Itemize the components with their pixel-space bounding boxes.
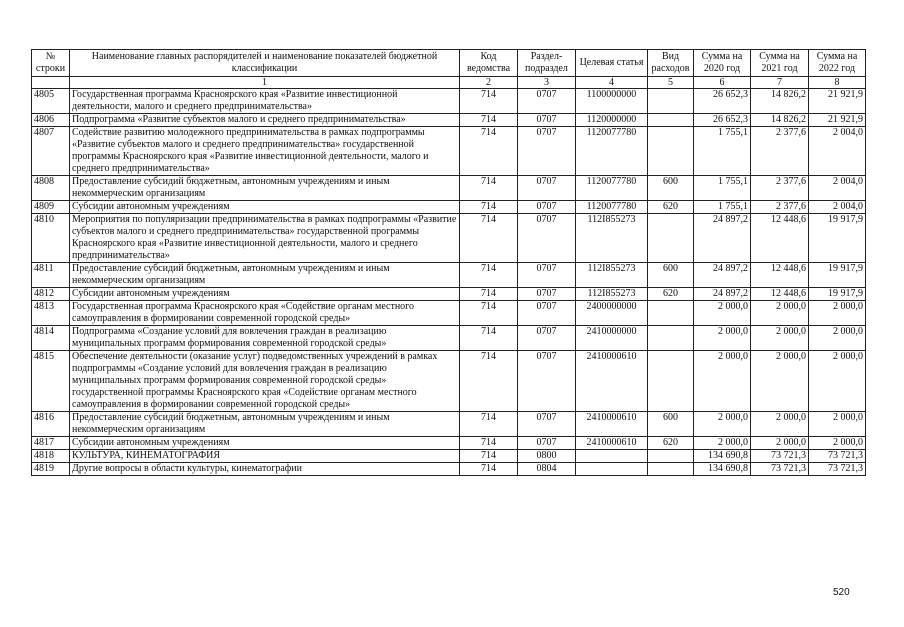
header-sum-2020: Сумма на 2020 год <box>694 50 751 77</box>
row-sum-2020: 24 897,2 <box>694 263 751 288</box>
row-department-code: 714 <box>460 127 518 176</box>
row-sum-2021: 12 448,6 <box>751 288 809 301</box>
page-number: 520 <box>833 587 850 598</box>
row-department-code: 714 <box>460 214 518 263</box>
table-row <box>32 301 866 326</box>
row-target-article: 112I855273 <box>576 214 648 263</box>
row-number: 4817 <box>32 437 70 450</box>
header-sum-2022: Сумма на 2022 год <box>809 50 866 77</box>
row-department-code: 714 <box>460 263 518 288</box>
column-number: 4 <box>576 77 648 89</box>
row-sum-2021: 12 448,6 <box>751 214 809 263</box>
row-sum-2021: 73 721,3 <box>751 450 809 463</box>
row-name: Субсидии автономным учреждениям <box>70 288 460 301</box>
row-sum-2022: 2 004,0 <box>809 201 866 214</box>
row-expense-type: 620 <box>648 201 694 214</box>
row-name: Содействие развитию молодежного предпринимательства в рамках подпрограммы «Развитие субъектов малого и среднего предпринимательства» государственной программы Красноярского края «Развитие инвестиционной деятельности, малого и среднего предпринимательства» <box>70 127 460 176</box>
row-section: 0707 <box>518 176 576 201</box>
row-sum-2022: 2 000,0 <box>809 301 866 326</box>
row-name: КУЛЬТУРА, КИНЕМАТОГРАФИЯ <box>70 450 460 463</box>
row-section: 0707 <box>518 114 576 127</box>
row-expense-type: 600 <box>648 176 694 201</box>
table-row <box>32 450 866 463</box>
table-row <box>32 263 866 288</box>
header-target-article: Целевая статья <box>576 50 648 77</box>
table-row <box>32 127 866 176</box>
row-section: 0804 <box>518 463 576 476</box>
row-section: 0707 <box>518 351 576 412</box>
row-sum-2022: 73 721,3 <box>809 450 866 463</box>
row-sum-2021: 2 000,0 <box>751 301 809 326</box>
row-section: 0707 <box>518 412 576 437</box>
row-sum-2022: 21 921,9 <box>809 89 866 114</box>
row-section: 0707 <box>518 201 576 214</box>
row-sum-2021: 2 377,6 <box>751 176 809 201</box>
row-name: Предоставление субсидий бюджетным, автономным учреждениям и иным некоммерческим организациям <box>70 263 460 288</box>
table-row <box>32 214 866 263</box>
row-target-article: 112I855273 <box>576 288 648 301</box>
row-department-code: 714 <box>460 176 518 201</box>
row-target-article: 112I855273 <box>576 263 648 288</box>
row-expense-type <box>648 463 694 476</box>
header-sum-2021: Сумма на 2021 год <box>751 50 809 77</box>
column-number: 8 <box>809 77 866 89</box>
row-sum-2020: 2 000,0 <box>694 412 751 437</box>
table-row <box>32 288 866 301</box>
budget-table <box>31 49 866 476</box>
table-row <box>32 351 866 412</box>
row-department-code: 714 <box>460 326 518 351</box>
row-sum-2022: 2 000,0 <box>809 412 866 437</box>
row-sum-2020: 1 755,1 <box>694 176 751 201</box>
row-expense-type: 600 <box>648 263 694 288</box>
row-section: 0707 <box>518 263 576 288</box>
row-section: 0707 <box>518 288 576 301</box>
row-department-code: 714 <box>460 437 518 450</box>
row-target-article: 1120077780 <box>576 176 648 201</box>
row-number: 4809 <box>32 201 70 214</box>
row-section: 0707 <box>518 437 576 450</box>
row-sum-2021: 73 721,3 <box>751 463 809 476</box>
row-sum-2021: 2 000,0 <box>751 437 809 450</box>
row-number: 4805 <box>32 89 70 114</box>
row-number: 4816 <box>32 412 70 437</box>
row-department-code: 714 <box>460 89 518 114</box>
row-number: 4818 <box>32 450 70 463</box>
row-sum-2021: 14 826,2 <box>751 89 809 114</box>
row-target-article: 1120077780 <box>576 201 648 214</box>
row-sum-2022: 2 000,0 <box>809 351 866 412</box>
row-sum-2021: 2 377,6 <box>751 127 809 176</box>
row-sum-2022: 19 917,9 <box>809 214 866 263</box>
row-sum-2022: 2 000,0 <box>809 437 866 450</box>
row-target-article: 2410000610 <box>576 412 648 437</box>
row-section: 0707 <box>518 326 576 351</box>
row-expense-type <box>648 89 694 114</box>
row-expense-type: 620 <box>648 437 694 450</box>
row-sum-2022: 73 721,3 <box>809 463 866 476</box>
row-expense-type <box>648 326 694 351</box>
row-expense-type: 620 <box>648 288 694 301</box>
row-number: 4808 <box>32 176 70 201</box>
row-sum-2022: 19 917,9 <box>809 288 866 301</box>
row-section: 0707 <box>518 301 576 326</box>
row-number: 4811 <box>32 263 70 288</box>
row-section: 0800 <box>518 450 576 463</box>
row-sum-2020: 24 897,2 <box>694 288 751 301</box>
column-number: 3 <box>518 77 576 89</box>
table-row <box>32 463 866 476</box>
row-name: Государственная программа Красноярского края «Развитие инвестиционной деятельности, малого и среднего предпринимательства» <box>70 89 460 114</box>
column-number-blank <box>32 77 70 89</box>
row-department-code: 714 <box>460 351 518 412</box>
row-sum-2020: 26 652,3 <box>694 89 751 114</box>
row-department-code: 714 <box>460 288 518 301</box>
row-number: 4806 <box>32 114 70 127</box>
table-row <box>32 114 866 127</box>
row-sum-2022: 2 004,0 <box>809 127 866 176</box>
row-target-article: 1120077780 <box>576 127 648 176</box>
row-target-article: 1120000000 <box>576 114 648 127</box>
row-sum-2022: 19 917,9 <box>809 263 866 288</box>
row-number: 4815 <box>32 351 70 412</box>
row-sum-2020: 2 000,0 <box>694 326 751 351</box>
row-target-article <box>576 463 648 476</box>
row-sum-2020: 2 000,0 <box>694 351 751 412</box>
row-target-article <box>576 450 648 463</box>
table-header-row <box>32 50 866 77</box>
row-sum-2022: 2 000,0 <box>809 326 866 351</box>
row-sum-2021: 12 448,6 <box>751 263 809 288</box>
table-row <box>32 412 866 437</box>
row-target-article: 2410000000 <box>576 326 648 351</box>
row-sum-2020: 134 690,8 <box>694 463 751 476</box>
row-number: 4812 <box>32 288 70 301</box>
table-row <box>32 437 866 450</box>
row-name: Мероприятия по популяризации предпринимательства в рамках подпрограммы «Развитие субъектов малого и среднего предпринимательства» государственной программы Красноярского края «Развитие инвестиционной деятельности, малого и среднего предпринимательства» <box>70 214 460 263</box>
header-expense-type: Вид расходов <box>648 50 694 77</box>
row-name: Субсидии автономным учреждениям <box>70 201 460 214</box>
row-department-code: 714 <box>460 201 518 214</box>
row-sum-2021: 2 000,0 <box>751 412 809 437</box>
header-row-number: № строки <box>32 50 70 77</box>
row-section: 0707 <box>518 214 576 263</box>
row-number: 4810 <box>32 214 70 263</box>
row-expense-type <box>648 114 694 127</box>
row-name: Подпрограмма «Развитие субъектов малого и среднего предпринимательства» <box>70 114 460 127</box>
row-target-article: 2410000610 <box>576 437 648 450</box>
row-sum-2020: 2 000,0 <box>694 301 751 326</box>
row-expense-type <box>648 214 694 263</box>
row-sum-2020: 1 755,1 <box>694 201 751 214</box>
header-name: Наименование главных распорядителей и наименование показателей бюджетной классификации <box>70 50 460 77</box>
table-row <box>32 201 866 214</box>
row-expense-type <box>648 301 694 326</box>
row-sum-2021: 14 826,2 <box>751 114 809 127</box>
row-sum-2020: 134 690,8 <box>694 450 751 463</box>
row-sum-2021: 2 000,0 <box>751 326 809 351</box>
row-expense-type <box>648 127 694 176</box>
row-sum-2020: 2 000,0 <box>694 437 751 450</box>
row-department-code: 714 <box>460 450 518 463</box>
row-department-code: 714 <box>460 301 518 326</box>
row-department-code: 714 <box>460 412 518 437</box>
row-number: 4814 <box>32 326 70 351</box>
row-number: 4819 <box>32 463 70 476</box>
column-number: 2 <box>460 77 518 89</box>
row-name: Подпрограмма «Создание условий для вовлечения граждан в реализацию муниципальных программ формирования современной городской среды» <box>70 326 460 351</box>
table-row <box>32 326 866 351</box>
header-department-code: Код ведомства <box>460 50 518 77</box>
row-sum-2020: 26 652,3 <box>694 114 751 127</box>
row-target-article: 2410000610 <box>576 351 648 412</box>
row-sum-2020: 24 897,2 <box>694 214 751 263</box>
row-target-article: 2400000000 <box>576 301 648 326</box>
column-number: 7 <box>751 77 809 89</box>
row-sum-2022: 21 921,9 <box>809 114 866 127</box>
row-expense-type <box>648 351 694 412</box>
column-number-row <box>32 77 866 89</box>
row-department-code: 714 <box>460 114 518 127</box>
row-sum-2020: 1 755,1 <box>694 127 751 176</box>
row-number: 4807 <box>32 127 70 176</box>
column-number: 6 <box>694 77 751 89</box>
row-target-article: 1100000000 <box>576 89 648 114</box>
row-name: Субсидии автономным учреждениям <box>70 437 460 450</box>
row-section: 0707 <box>518 127 576 176</box>
table-row <box>32 89 866 114</box>
row-department-code: 714 <box>460 463 518 476</box>
row-sum-2022: 2 004,0 <box>809 176 866 201</box>
row-name: Другие вопросы в области культуры, кинематографии <box>70 463 460 476</box>
row-name: Предоставление субсидий бюджетным, автономным учреждениям и иным некоммерческим организациям <box>70 412 460 437</box>
row-expense-type <box>648 450 694 463</box>
row-sum-2021: 2 377,6 <box>751 201 809 214</box>
row-name: Предоставление субсидий бюджетным, автономным учреждениям и иным некоммерческим организациям <box>70 176 460 201</box>
row-name: Обеспечение деятельности (оказание услуг) подведомственных учреждений в рамках подпрограммы «Создание условий для вовлечения граждан в реализацию муниципальных программ формирования современной городской среды» государственной программы Красноярского края «Содействие органам местного самоуправления в формировании современной городской среды» <box>70 351 460 412</box>
row-name: Государственная программа Красноярского края «Содействие органам местного самоуправления в формировании современной городской среды» <box>70 301 460 326</box>
row-number: 4813 <box>32 301 70 326</box>
header-section: Раздел-подраздел <box>518 50 576 77</box>
row-expense-type: 600 <box>648 412 694 437</box>
column-number: 5 <box>648 77 694 89</box>
table-row <box>32 176 866 201</box>
row-section: 0707 <box>518 89 576 114</box>
row-sum-2021: 2 000,0 <box>751 351 809 412</box>
column-number: 1 <box>70 77 460 89</box>
